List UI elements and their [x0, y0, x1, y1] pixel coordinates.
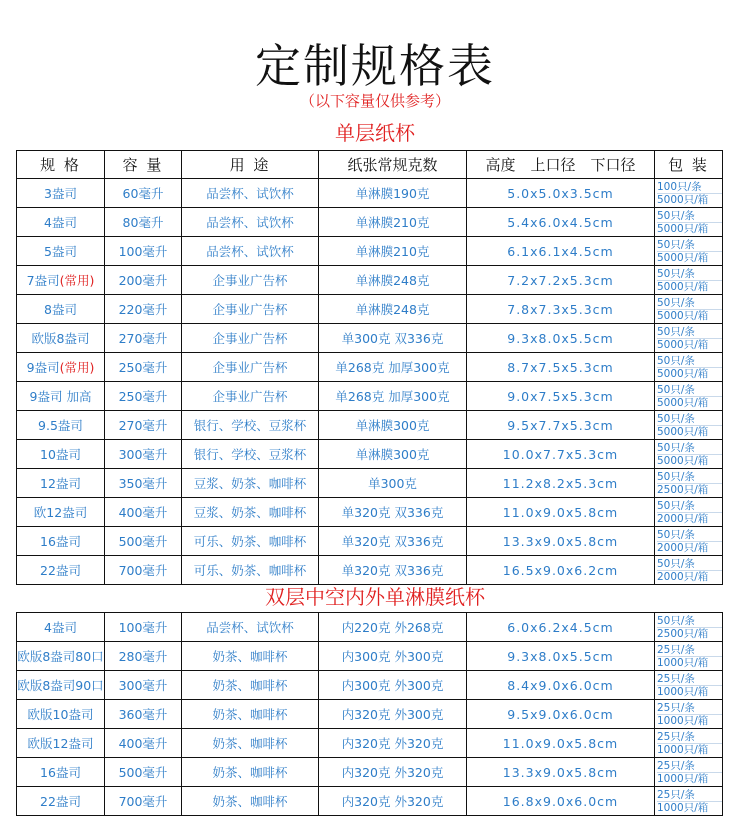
double-layer-cup-table: [16, 612, 723, 816]
pack-per-strip: 25只/条: [657, 760, 722, 773]
paper-cell: 内300克 外300克: [319, 671, 467, 700]
paper-cell: 内320克 外320克: [319, 787, 467, 816]
capacity-cell: 60毫升: [105, 179, 182, 208]
pack-per-box: 2000只/箱: [657, 512, 709, 525]
table-row: [17, 729, 723, 758]
table-row: [17, 613, 723, 642]
capacity-cell: 500毫升: [105, 527, 182, 556]
table-row: [17, 556, 723, 585]
spec-cell: [17, 556, 105, 585]
paper-cell: 单268克 加厚300克: [319, 353, 467, 382]
capacity-cell: 100毫升: [105, 237, 182, 266]
capacity-cell: 250毫升: [105, 353, 182, 382]
spec-text: 欧版10盎司: [27, 707, 94, 722]
size-cell: 6.0x6.2x4.5cm: [467, 613, 655, 642]
header-paper: 纸张常规克数: [319, 151, 467, 179]
pack-per-box: 5000只/箱: [657, 193, 709, 206]
size-cell: 11.2x8.2x5.3cm: [467, 469, 655, 498]
pack-per-box: 5000只/箱: [657, 309, 709, 322]
capacity-cell: 280毫升: [105, 642, 182, 671]
pack-per-strip: 25只/条: [657, 789, 722, 802]
table-row: [17, 671, 723, 700]
table-row: [17, 237, 723, 266]
table-header-row: [17, 151, 723, 179]
pack-cell: [655, 758, 723, 787]
pack-cell: [655, 411, 723, 440]
pack-per-box: 2500只/箱: [657, 483, 709, 496]
capacity-cell: 360毫升: [105, 700, 182, 729]
paper-cell: 内320克 外300克: [319, 700, 467, 729]
capacity-cell: 100毫升: [105, 613, 182, 642]
size-cell: 8.7x7.5x5.3cm: [467, 353, 655, 382]
spec-cell: [17, 469, 105, 498]
pack-cell: [655, 700, 723, 729]
use-cell: 品尝杯、试饮杯: [182, 208, 319, 237]
pack-per-box: 1000只/箱: [657, 656, 709, 669]
spec-cell: [17, 787, 105, 816]
spec-text: 4盎司: [44, 620, 77, 635]
size-cell: 7.2x7.2x5.3cm: [467, 266, 655, 295]
table-row: [17, 353, 723, 382]
table-row: [17, 266, 723, 295]
spec-cell: [17, 266, 105, 295]
capacity-cell: 300毫升: [105, 671, 182, 700]
pack-per-box: 5000只/箱: [657, 338, 709, 351]
spec-text: 22盎司: [40, 563, 81, 578]
pack-per-strip: 50只/条: [657, 239, 722, 252]
spec-text: 3盎司: [44, 186, 77, 201]
paper-cell: 内220克 外268克: [319, 613, 467, 642]
pack-per-strip: 25只/条: [657, 731, 722, 744]
use-cell: 奶茶、咖啡杯: [182, 642, 319, 671]
table-row: [17, 469, 723, 498]
pack-cell: [655, 556, 723, 585]
pack-cell: [655, 469, 723, 498]
use-cell: 银行、学校、豆浆杯: [182, 411, 319, 440]
pack-per-strip: 50只/条: [657, 268, 722, 281]
spec-text: 欧12盎司: [33, 505, 88, 520]
pack-cell: [655, 208, 723, 237]
size-cell: 6.1x6.1x4.5cm: [467, 237, 655, 266]
table-row: [17, 411, 723, 440]
size-cell: 13.3x9.0x5.8cm: [467, 758, 655, 787]
size-cell: 7.8x7.3x5.3cm: [467, 295, 655, 324]
pack-cell: [655, 613, 723, 642]
pack-per-strip: 50只/条: [657, 413, 722, 426]
use-cell: 企事业广告杯: [182, 353, 319, 382]
pack-per-strip: 50只/条: [657, 384, 722, 397]
table-row: [17, 700, 723, 729]
spec-cell: [17, 671, 105, 700]
pack-cell: [655, 324, 723, 353]
capacity-cell: 220毫升: [105, 295, 182, 324]
spec-cell: [17, 382, 105, 411]
header-pack: 包 装: [655, 151, 723, 179]
pack-per-strip: 50只/条: [657, 615, 722, 628]
use-cell: 奶茶、咖啡杯: [182, 787, 319, 816]
table-row: [17, 382, 723, 411]
pack-per-strip: 50只/条: [657, 210, 722, 223]
capacity-cell: 270毫升: [105, 324, 182, 353]
pack-cell: [655, 527, 723, 556]
pack-per-box: 2500只/箱: [657, 627, 709, 640]
spec-cell: [17, 700, 105, 729]
page-subtitle: （以下容量仅供参考）: [299, 92, 450, 110]
use-cell: 品尝杯、试饮杯: [182, 179, 319, 208]
paper-cell: 单淋膜248克: [319, 266, 467, 295]
pack-cell: [655, 295, 723, 324]
spec-text: 9盎司: [26, 360, 60, 375]
pack-cell: [655, 266, 723, 295]
table-row: [17, 642, 723, 671]
pack-per-strip: 50只/条: [657, 471, 722, 484]
pack-per-strip: 25只/条: [657, 644, 722, 657]
spec-cell: [17, 295, 105, 324]
use-cell: 企事业广告杯: [182, 382, 319, 411]
pack-per-box: 2000只/箱: [657, 541, 709, 554]
page-title: 定制规格表: [255, 39, 495, 93]
use-cell: 企事业广告杯: [182, 266, 319, 295]
pack-per-box: 5000只/箱: [657, 425, 709, 438]
capacity-cell: 700毫升: [105, 787, 182, 816]
pack-per-strip: 50只/条: [657, 355, 722, 368]
spec-text: 22盎司: [40, 794, 81, 809]
pack-per-box: 1000只/箱: [657, 801, 709, 814]
spec-cell: [17, 440, 105, 469]
capacity-cell: 270毫升: [105, 411, 182, 440]
capacity-cell: 400毫升: [105, 498, 182, 527]
spec-cell: [17, 729, 105, 758]
use-cell: 品尝杯、试饮杯: [182, 237, 319, 266]
spec-text: 欧版8盎司80口: [17, 649, 104, 664]
spec-text: 10盎司: [40, 447, 81, 462]
pack-per-box: 1000只/箱: [657, 714, 709, 727]
paper-cell: 单320克 双336克: [319, 527, 467, 556]
spec-text: 16盎司: [40, 765, 81, 780]
paper-cell: 单300克: [319, 469, 467, 498]
section-title-double-layer: 双层中空内外单淋膜纸杯: [265, 585, 485, 609]
spec-cell: [17, 758, 105, 787]
pack-per-strip: 50只/条: [657, 297, 722, 310]
pack-cell: [655, 642, 723, 671]
capacity-cell: 200毫升: [105, 266, 182, 295]
table-row: [17, 527, 723, 556]
header-size: 高度 上口径 下口径: [467, 151, 655, 179]
capacity-cell: 300毫升: [105, 440, 182, 469]
paper-cell: 单淋膜210克: [319, 237, 467, 266]
use-cell: 企事业广告杯: [182, 324, 319, 353]
use-cell: 奶茶、咖啡杯: [182, 671, 319, 700]
paper-cell: 内320克 外320克: [319, 758, 467, 787]
capacity-cell: 700毫升: [105, 556, 182, 585]
size-cell: 9.5x7.7x5.3cm: [467, 411, 655, 440]
size-cell: 9.0x7.5x5.3cm: [467, 382, 655, 411]
pack-per-box: 2000只/箱: [657, 570, 709, 583]
header-spec: 规 格: [17, 151, 105, 179]
spec-text: 9.5盎司: [38, 418, 83, 433]
pack-per-box: 5000只/箱: [657, 454, 709, 467]
paper-cell: 单淋膜248克: [319, 295, 467, 324]
spec-text: 欧版8盎司90口: [17, 678, 104, 693]
spec-text: 16盎司: [40, 534, 81, 549]
pack-cell: [655, 382, 723, 411]
size-cell: 9.5x9.0x6.0cm: [467, 700, 655, 729]
spec-cell: [17, 613, 105, 642]
pack-cell: [655, 498, 723, 527]
pack-per-strip: 25只/条: [657, 702, 722, 715]
pack-per-strip: 50只/条: [657, 558, 722, 571]
spec-cell: [17, 353, 105, 382]
pack-cell: [655, 787, 723, 816]
pack-cell: [655, 179, 723, 208]
paper-cell: 单淋膜210克: [319, 208, 467, 237]
pack-per-box: 1000只/箱: [657, 772, 709, 785]
table-row: [17, 295, 723, 324]
size-cell: 8.4x9.0x6.0cm: [467, 671, 655, 700]
spec-cell: [17, 642, 105, 671]
use-cell: 豆浆、奶茶、咖啡杯: [182, 469, 319, 498]
size-cell: 10.0x7.7x5.3cm: [467, 440, 655, 469]
header-capacity: 容 量: [105, 151, 182, 179]
spec-text: 8盎司: [44, 302, 77, 317]
pack-per-box: 1000只/箱: [657, 743, 709, 756]
use-cell: 奶茶、咖啡杯: [182, 700, 319, 729]
table-row: [17, 208, 723, 237]
paper-cell: 单268克 加厚300克: [319, 382, 467, 411]
spec-cell: [17, 527, 105, 556]
use-cell: 可乐、奶茶、咖啡杯: [182, 527, 319, 556]
spec-cell: [17, 498, 105, 527]
pack-per-box: 5000只/箱: [657, 396, 709, 409]
size-cell: 9.3x8.0x5.5cm: [467, 642, 655, 671]
size-cell: 11.0x9.0x5.8cm: [467, 729, 655, 758]
spec-text: 9盎司 加高: [29, 389, 92, 404]
table-row: [17, 758, 723, 787]
paper-cell: 内300克 外300克: [319, 642, 467, 671]
use-cell: 豆浆、奶茶、咖啡杯: [182, 498, 319, 527]
spec-text: 5盎司: [44, 244, 77, 259]
paper-cell: 单淋膜190克: [319, 179, 467, 208]
size-cell: 9.3x8.0x5.5cm: [467, 324, 655, 353]
use-cell: 品尝杯、试饮杯: [182, 613, 319, 642]
pack-per-strip: 50只/条: [657, 529, 722, 542]
single-layer-cup-table: [16, 150, 723, 585]
pack-per-strip: 50只/条: [657, 326, 722, 339]
paper-cell: 内320克 外320克: [319, 729, 467, 758]
spec-text: 4盎司: [44, 215, 77, 230]
capacity-cell: 250毫升: [105, 382, 182, 411]
size-cell: 5.4x6.0x4.5cm: [467, 208, 655, 237]
pack-cell: [655, 671, 723, 700]
table-row: [17, 179, 723, 208]
paper-cell: 单300克 双336克: [319, 324, 467, 353]
pack-per-box: 1000只/箱: [657, 685, 709, 698]
spec-text: 12盎司: [40, 476, 81, 491]
paper-cell: 单320克 双336克: [319, 498, 467, 527]
pack-per-box: 5000只/箱: [657, 280, 709, 293]
capacity-cell: 80毫升: [105, 208, 182, 237]
spec-note: (常用): [59, 360, 95, 375]
use-cell: 奶茶、咖啡杯: [182, 758, 319, 787]
capacity-cell: 350毫升: [105, 469, 182, 498]
spec-cell: [17, 324, 105, 353]
paper-cell: 单320克 双336克: [319, 556, 467, 585]
pack-cell: [655, 353, 723, 382]
paper-cell: 单淋膜300克: [319, 440, 467, 469]
use-cell: 企事业广告杯: [182, 295, 319, 324]
spec-cell: [17, 208, 105, 237]
pack-cell: [655, 237, 723, 266]
header-use: 用 途: [182, 151, 319, 179]
pack-per-box: 5000只/箱: [657, 251, 709, 264]
spec-text: 7盎司: [26, 273, 60, 288]
use-cell: 奶茶、咖啡杯: [182, 729, 319, 758]
spec-cell: [17, 179, 105, 208]
table-row: [17, 498, 723, 527]
capacity-cell: 400毫升: [105, 729, 182, 758]
capacity-cell: 500毫升: [105, 758, 182, 787]
pack-per-strip: 100只/条: [657, 181, 722, 194]
size-cell: 5.0x5.0x3.5cm: [467, 179, 655, 208]
spec-text: 欧版12盎司: [27, 736, 94, 751]
size-cell: 16.5x9.0x6.2cm: [467, 556, 655, 585]
use-cell: 银行、学校、豆浆杯: [182, 440, 319, 469]
pack-per-strip: 50只/条: [657, 442, 722, 455]
pack-per-strip: 50只/条: [657, 500, 722, 513]
pack-per-strip: 25只/条: [657, 673, 722, 686]
spec-text: 欧版8盎司: [31, 331, 90, 346]
pack-cell: [655, 440, 723, 469]
table-row: [17, 787, 723, 816]
section-title-single-layer: 单层纸杯: [335, 121, 415, 145]
size-cell: 13.3x9.0x5.8cm: [467, 527, 655, 556]
paper-cell: 单淋膜300克: [319, 411, 467, 440]
spec-note: (常用): [59, 273, 95, 288]
pack-per-box: 5000只/箱: [657, 367, 709, 380]
size-cell: 16.8x9.0x6.0cm: [467, 787, 655, 816]
table-row: [17, 324, 723, 353]
spec-cell: [17, 411, 105, 440]
spec-cell: [17, 237, 105, 266]
pack-per-box: 5000只/箱: [657, 222, 709, 235]
pack-cell: [655, 729, 723, 758]
table-row: [17, 440, 723, 469]
use-cell: 可乐、奶茶、咖啡杯: [182, 556, 319, 585]
size-cell: 11.0x9.0x5.8cm: [467, 498, 655, 527]
